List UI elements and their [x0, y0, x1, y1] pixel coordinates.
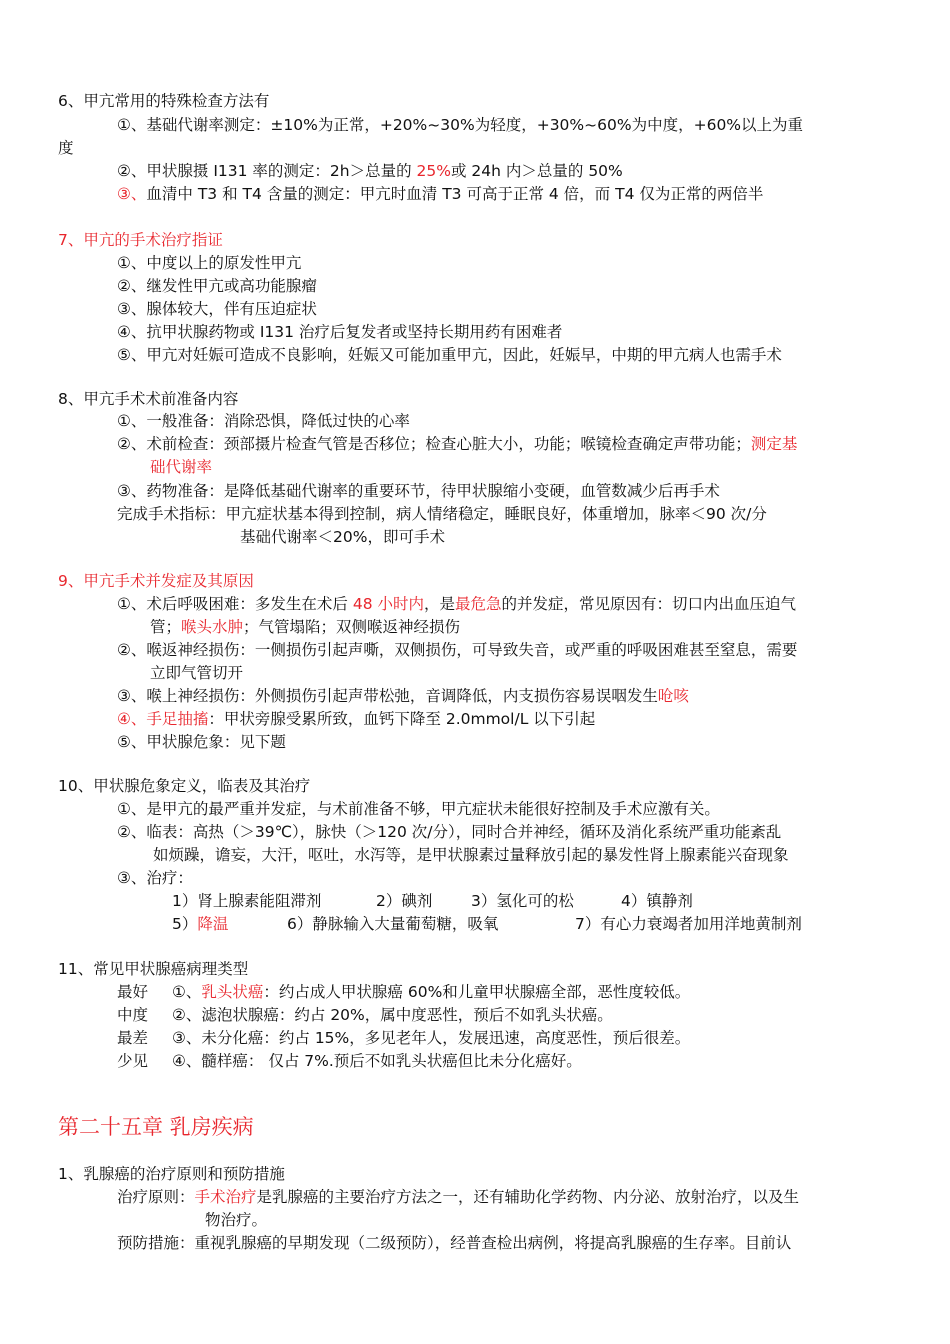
text: ：甲状旁腺受累所致，血钙下降至 2.0mmol/L 以下引起 — [208, 710, 596, 728]
grade-label: 中度 — [117, 1006, 149, 1024]
highlight: 降温 — [197, 915, 229, 933]
treatment-6: 6）静脉输入大量葡萄糖，吸氧 — [287, 915, 499, 933]
section-6-item-1: ①、基础代谢率测定：±10%为正常，+20%~30%为轻度，+30%~60%为中度，+60%以上为重 — [117, 116, 804, 134]
text: 的并发症，常见原因有：切口内出血压迫气 — [501, 595, 797, 613]
treatment-principle — [117, 1186, 799, 1209]
section-10-item-2: ②、临表：高热（＞39℃），脉快（＞120 次/分），同时合并神经，循环及消化系统严重功能紊乱 — [117, 823, 782, 841]
highlight: 乳头状癌 — [201, 983, 264, 1001]
section-6-title: 6、甲亢常用的特殊检查方法有 — [58, 92, 270, 110]
section-9-item-2-cont: 立即气管切开 — [150, 664, 244, 682]
section-10-item-2-cont: 如烦躁，谵妄，大汗，呕吐，水泻等，是甲状腺素过量释放引起的暴发性肾上腺素能兴奋现象 — [153, 846, 789, 864]
text: ③、喉上神经损伤：外侧损伤引起声带松弛，音调降低，内支损伤容易误咽发生 — [117, 687, 658, 705]
grade-label: 最好 — [117, 983, 149, 1001]
treatment-1: 1）肾上腺素能阻滞剂 — [172, 892, 322, 910]
cancer-type-row: ④、髓样癌： 仅占 7%.预后不如乳头状癌但比未分化癌好。 — [172, 1052, 582, 1070]
section-9-item-2: ②、喉返神经损伤：一侧损伤引起声嘶，双侧损伤，可导致失音，或严重的呼吸困难甚至窒息，需要 — [117, 641, 798, 659]
text: ②、甲状腺摄 I131 率的测定：2h＞总量的 — [117, 162, 417, 180]
treatment-2: 2）碘剂 — [376, 892, 433, 910]
text: 5） — [172, 915, 198, 933]
highlight: ④、手足抽搐 — [117, 710, 209, 728]
section-9-item-1 — [117, 593, 796, 616]
cancer-type-row: ③、未分化癌：约占 15%，多见老年人，发展迅速，高度恶性，预后很差。 — [172, 1029, 691, 1047]
cancer-type-row: ②、滤泡状腺癌：约占 20%，属中度恶性，预后不如乳头状癌。 — [172, 1006, 613, 1024]
section-9-title: 9、甲亢手术并发症及其原因 — [58, 572, 254, 590]
text: ；气管塌陷；双侧喉返神经损伤 — [243, 618, 461, 636]
text: 管； — [150, 618, 182, 636]
treatment-principle-cont: 物治疗。 — [205, 1211, 268, 1229]
treatment-4: 4）镇静剂 — [621, 892, 693, 910]
highlight: 25% — [416, 162, 451, 180]
section-7-item: ①、中度以上的原发性甲亢 — [117, 254, 302, 272]
section-8-item-4-cont: 基础代谢率＜20%，即可手术 — [240, 528, 445, 546]
highlight: 48 小时内 — [352, 595, 424, 613]
highlight: 最危急 — [455, 595, 502, 613]
highlight: ③、 — [117, 185, 147, 203]
highlight: 呛咳 — [657, 687, 689, 705]
text: ①、术后呼吸困难：多发生在术后 — [117, 595, 353, 613]
grade-label: 少见 — [117, 1052, 149, 1070]
section-6-item-3 — [117, 183, 763, 206]
highlight: 测定基 — [750, 435, 798, 453]
section-8-item-3: ③、药物准备：是降低基础代谢率的重要环节，待甲状腺缩小变硬，血管数减少后再手术 — [117, 482, 720, 500]
treatment-3: 3）氢化可的松 — [471, 892, 574, 910]
text: 或 24h 内＞总量的 50% — [450, 162, 623, 180]
section-9-item-1-cont — [150, 616, 460, 639]
section-10-title: 10、甲状腺危象定义，临表及其治疗 — [58, 777, 311, 795]
chapter-title: 第二十五章 乳房疾病 — [58, 1115, 254, 1139]
section-6-item-2 — [117, 160, 623, 183]
section-7-title: 7、甲亢的手术治疗指证 — [58, 231, 223, 249]
text: ①、 — [172, 983, 202, 1001]
highlight: 手术治疗 — [194, 1188, 257, 1206]
section-6-item-1-cont: 度 — [58, 139, 74, 157]
treatment-5 — [172, 913, 228, 936]
section-7-item: ③、腺体较大，伴有压迫症状 — [117, 300, 317, 318]
section-8-item-2 — [117, 433, 797, 456]
section-8-item-4: 完成手术指标：甲亢症状基本得到控制，病人情绪稳定，睡眠良好，体重增加，脉率＜90 次/分 — [117, 505, 767, 523]
section-9-item-3 — [117, 685, 689, 708]
section-7-item: ⑤、甲亢对妊娠可造成不良影响，妊娠又可能加重甲亢，因此，妊娠早，中期的甲亢病人也需手术 — [117, 346, 782, 364]
highlight: 喉头水肿 — [181, 618, 244, 636]
text: 血清中 T3 和 T4 含量的测定：甲亢时血清 T3 可高于正常 4 倍，而 T4 仅为正常的两倍半 — [146, 185, 764, 203]
text: 是乳腺癌的主要治疗方法之一，还有辅助化学药物、内分泌、放射治疗，以及生 — [256, 1188, 800, 1206]
cancer-type-row — [172, 981, 690, 1004]
section-8-item-1: ①、一般准备：消除恐惧，降低过快的心率 — [117, 412, 410, 430]
section-9-item-4 — [117, 708, 595, 731]
section-8-item-2-cont: 础代谢率 — [150, 458, 213, 476]
section-7-item: ②、继发性甲亢或高功能腺瘤 — [117, 277, 317, 295]
text: ②、术前检查：颈部摄片检查气管是否移位；检查心脏大小，功能；喉镜检查确定声带功能； — [117, 435, 751, 453]
section-11-title: 11、常见甲状腺癌病理类型 — [58, 960, 249, 978]
text: ，是 — [423, 595, 455, 613]
chapter-section-1-title: 1、乳腺癌的治疗原则和预防措施 — [58, 1165, 285, 1183]
section-10-item-1: ①、是甲亢的最严重并发症，与术前准备不够，甲亢症状未能很好控制及手术应激有关。 — [117, 800, 720, 818]
text: ：约占成人甲状腺癌 60%和儿童甲状腺癌全部，恶性度较低。 — [263, 983, 691, 1001]
text: 治疗原则： — [117, 1188, 195, 1206]
grade-label: 最差 — [117, 1029, 149, 1047]
section-10-item-3: ③、治疗： — [117, 869, 193, 887]
section-9-item-5: ⑤、甲状腺危象：见下题 — [117, 733, 286, 751]
section-7-item: ④、抗甲状腺药物或 I131 治疗后复发者或坚持长期用药有困难者 — [117, 323, 563, 341]
treatment-7: 7）有心力衰竭者加用洋地黄制剂 — [575, 915, 802, 933]
prevention-measures: 预防措施：重视乳腺癌的早期发现（二级预防），经普查检出病例，将提高乳腺癌的生存率。目前认 — [117, 1234, 792, 1252]
section-8-title: 8、甲亢手术术前准备内容 — [58, 390, 239, 408]
